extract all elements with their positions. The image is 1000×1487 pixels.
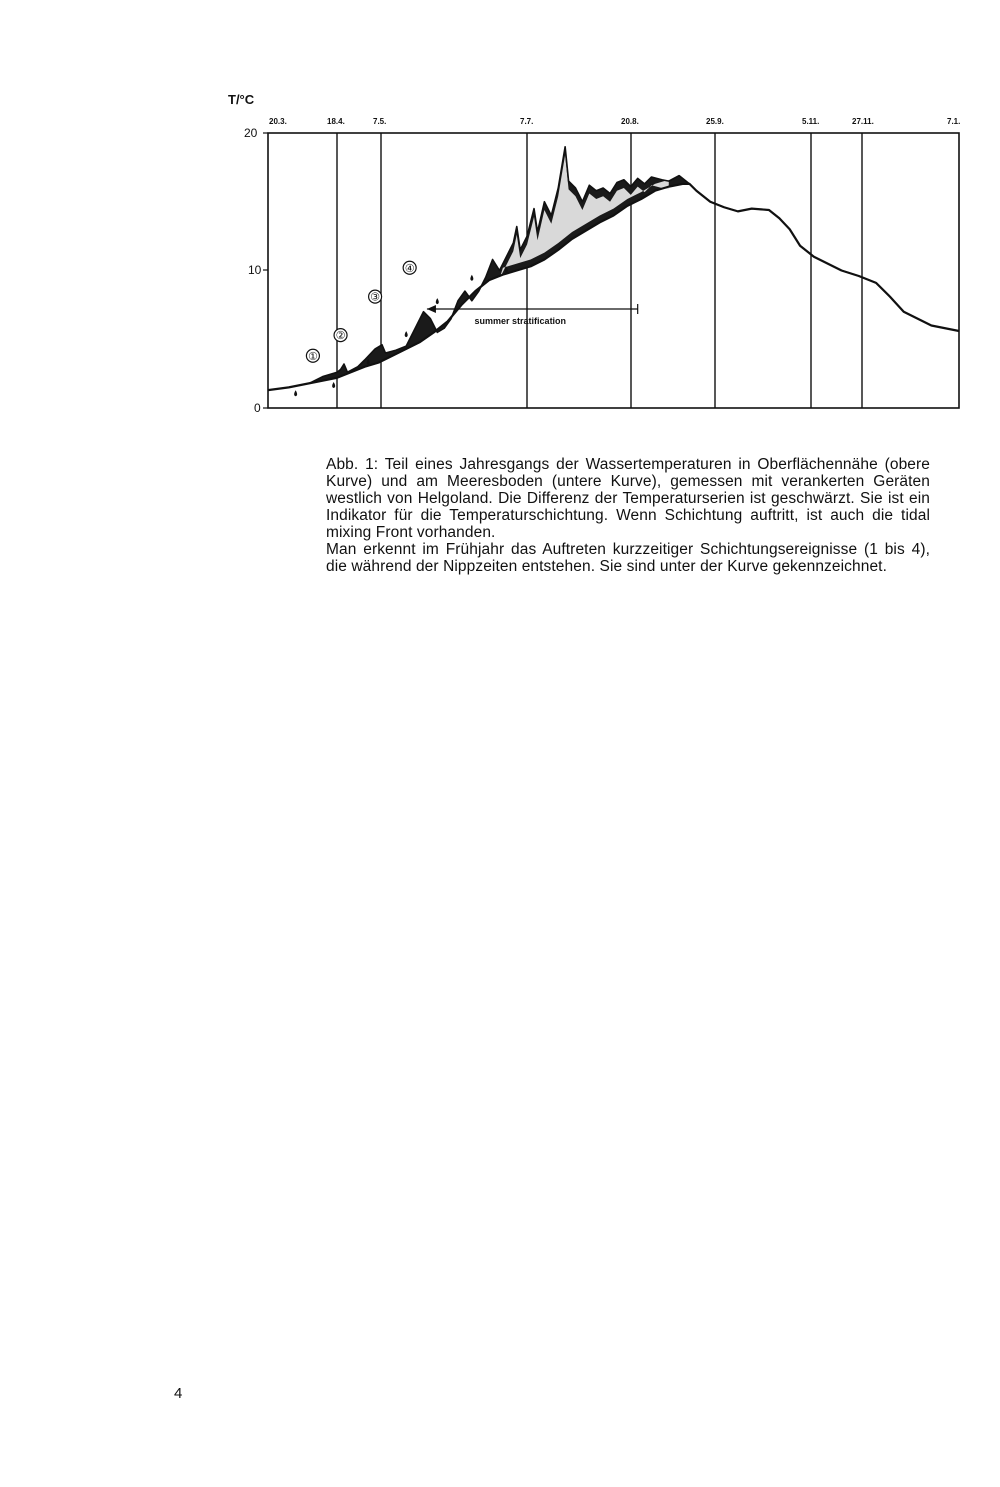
y-tick-label-0: 0	[254, 401, 261, 415]
date-label: 20.8.	[621, 117, 639, 126]
date-label: 25.9.	[706, 117, 724, 126]
stratification-label: summer stratification	[474, 316, 567, 326]
surface-temperature-line	[268, 147, 959, 390]
date-label: 5.11.	[802, 117, 820, 126]
date-label: 7.7.	[520, 117, 534, 126]
temperature-figure	[0, 0, 1000, 440]
date-label: 18.4.	[327, 117, 345, 126]
event-marker-drop	[405, 331, 408, 337]
summer-stipple-fill	[499, 155, 668, 279]
event-marker-drop	[436, 298, 439, 304]
caption-paragraph-2: Man erkennt im Frühjahr das Auftreten kurzzeitiger Schichtungsereignisse (1 bis 4), die während der Nippzeiten entstehen. Sie sind unter der Kurve gekennzeichnet.	[326, 541, 930, 575]
page-number: 4	[174, 1385, 183, 1402]
y-axis-title: T/°C	[228, 92, 255, 107]
plot-frame	[268, 133, 959, 408]
y-tick-label-10: 10	[248, 263, 262, 277]
date-label: 7.1.	[947, 117, 961, 126]
event-number: ①	[307, 349, 318, 363]
date-label: 27.11.	[852, 117, 874, 126]
figure-caption	[326, 456, 930, 575]
event-number: ④	[404, 261, 415, 275]
date-label: 20.3.	[269, 117, 287, 126]
y-tick-label-20: 20	[244, 126, 258, 140]
event-marker-drop	[470, 275, 473, 281]
event-number: ②	[335, 329, 346, 343]
event-marker-drop	[332, 382, 335, 388]
temperature-plot	[0, 0, 1000, 440]
caption-paragraph-1: Abb. 1: Teil eines Jahresgangs der Wassertemperaturen in Oberflächennähe (obere Kurve) und am Meeresboden (untere Kurve), gemessen mit verankerten Geräten westlich von Helgoland. Die Differenz der Temperaturserien ist geschwärzt. Sie ist ein Indikator für die Temperaturschichtung. Wenn Schichtung auftritt, ist auch die tidal mixing Front vorhanden.	[326, 456, 930, 541]
date-label: 7.5.	[373, 117, 387, 126]
event-number: ③	[370, 290, 381, 304]
event-marker-drop	[294, 390, 297, 396]
stratification-arrow-head-left	[427, 305, 436, 313]
